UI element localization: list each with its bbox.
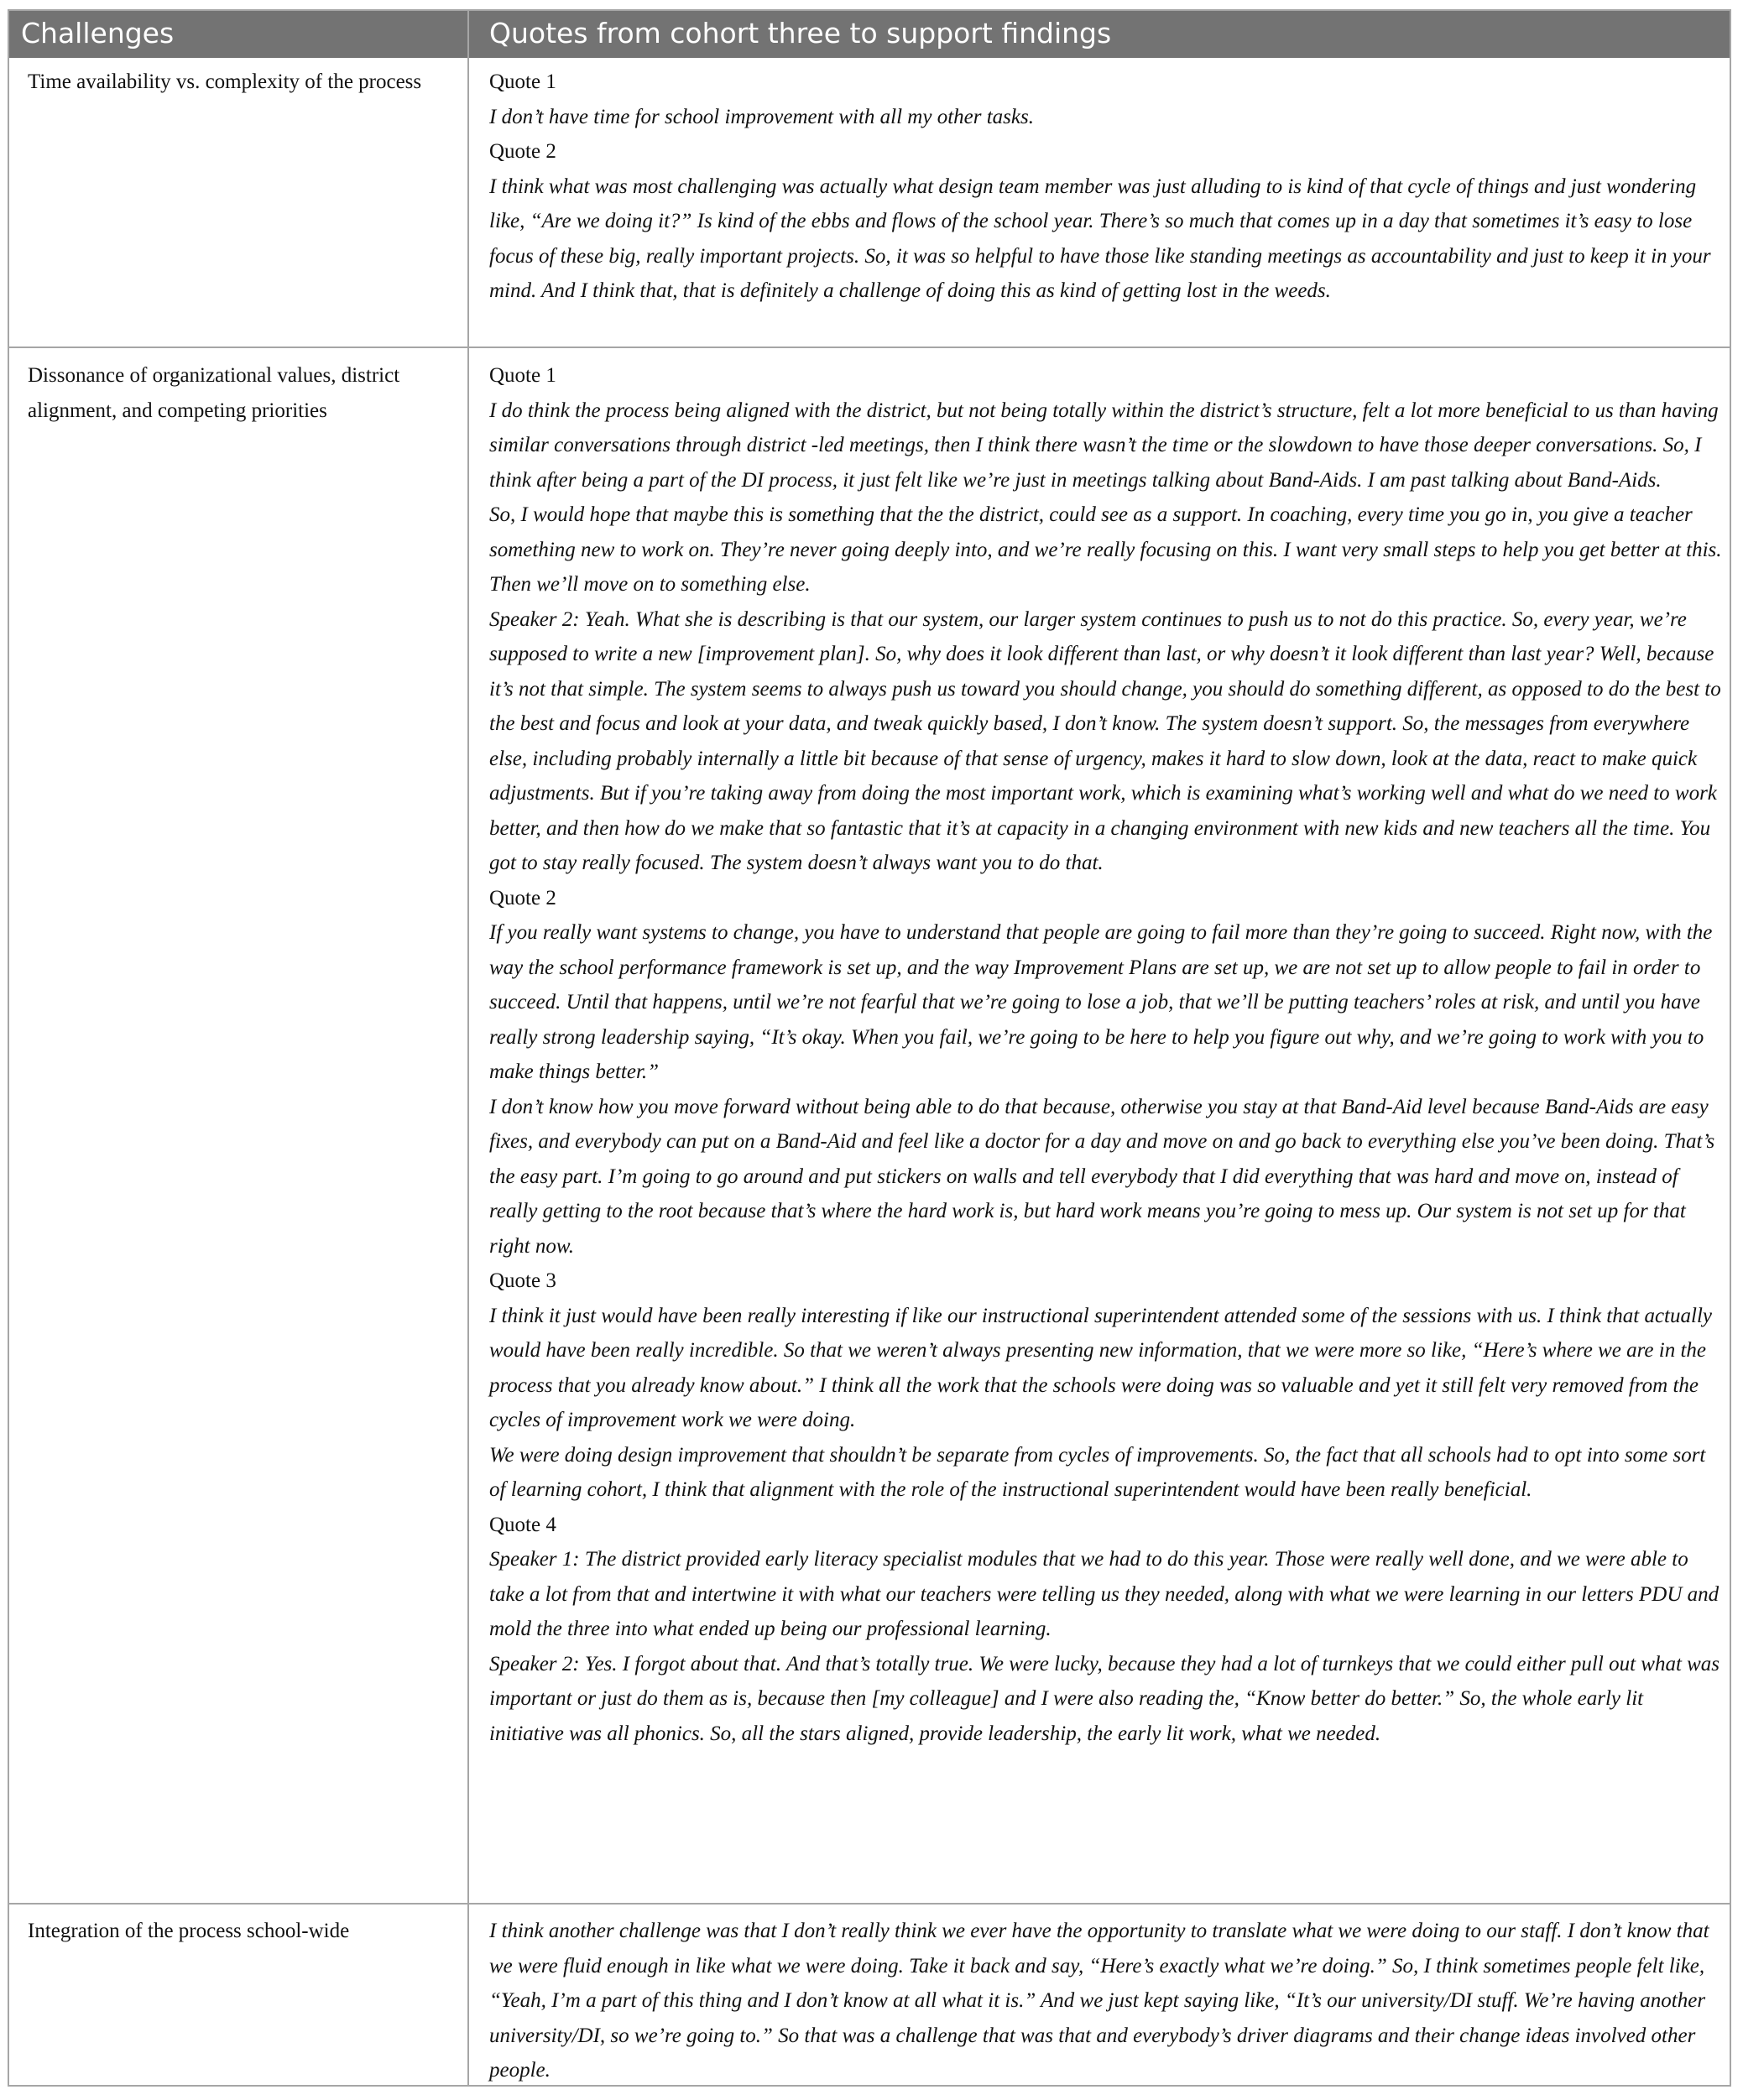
quote-label: Quote 4 (489, 1513, 556, 1536)
quote-label: Quote 2 (489, 140, 556, 163)
challenge-cell: Dissonance of organizational values, district alignment, and competing priorities (28, 364, 400, 422)
quote-text: Speaker 2: Yeah. What she is describing is that our system, our larger system continues to push us to not do this practice. So, every year, we’re supposed to write a new [improvement plan]. So, why does it look different than last, or why doesn’t it look different than last year? Well, because it’s not that simple. The system seems to always push us toward you should change, you should do something different, as opposed to do the best to the best and focus and look at your data, and tweak quickly based, I don’t know. The system doesn’t support. So, the messages from everywhere else, including probably internally a little bit because of that sense of urgency, makes it hard to slow down, look at the data, react to make quick adjustments. But if you’re taking away from doing the most important work, which is examining what’s working well and what do we need to work better, and then how do we make that so fantastic that it’s at capacity in a changing environment with new kids and new teachers all the time. You got to stay really focused. The system doesn’t always want you to do that. (489, 607, 1721, 874)
quote-text: I think it just would have been really interesting if like our instructional superintendent attended some of the sessions with us. I think that actually would have been really incredible. So that we weren’t always presenting new information, that we were more so like, “Here’s where we are in the process that you already know about.” I think all the work that the schools were doing was so valuable and yet it still felt very removed from the cycles of improvement work we were doing. (489, 1304, 1712, 1431)
column-divider (467, 11, 469, 2085)
quote-text: I think what was most challenging was actually what design team member was just alluding to is kind of that cycle of things and just wondering like, “Are we doing it?” Is kind of the ebbs and flows of the school year. There’s so much that comes up in a day that sometimes it’s easy to lose focus of these big, really important projects. So, it was so helpful to have those like standing meetings as accountability and just to keep it in your mind. And I think that, that is definitely a challenge of doing this as kind of getting lost in the weeds. (489, 175, 1711, 302)
header-quotes: Quotes from cohort three to support findings (489, 17, 1112, 50)
quote-label: Quote 3 (489, 1269, 556, 1292)
quote-text: If you really want systems to change, you have to understand that people are going to fail more than they’re going to succeed. Right now, with the way the school performance framework is set up, and the way Improvement Plans are set up, we are not set up to allow people to fail in order to succeed. Until that happens, until we’re not fearful that we’re going to lose a job, that we’ll be putting teachers’ roles at risk, and until you have really strong leadership saying, “It’s okay. When you fail, we’re going to be here to help you figure out why, and we’re going to work with you to make things better.” (489, 921, 1713, 1083)
quote-text: So, I would hope that maybe this is something that the the district, could see as a support. In coaching, every time you go in, you give a teacher something new to work on. They’re never going deeply into, and we’re really focusing on this. I want very small steps to help you get better at this. Then we’ll move on to something else. (489, 503, 1722, 596)
row-divider (9, 347, 1730, 348)
quotes-cell (489, 358, 1723, 1751)
challenge-cell: Time availability vs. complexity of the process (28, 70, 422, 93)
table-header (9, 11, 1730, 58)
quote-label: Quote 1 (489, 70, 556, 93)
row-divider (9, 1903, 1730, 1905)
quote-text: I don’t know how you move forward without being able to do that because, otherwise you stay at that Band-Aid level because Band-Aids are easy fixes, and everybody can put on a Band-Aid and feel like a doctor for a day and move on and go back to everything else you’ve been doing. That’s the easy part. I’m going to go around and put stickers on walls and tell everybody that I did everything that was hard and move on, instead of really getting to the root because that’s where the hard work is, but hard work means you’re going to mess up. Our system is not set up for that right now. (489, 1095, 1715, 1258)
quote-text: We were doing design improvement that shouldn’t be separate from cycles of improvements. So, the fact that all schools had to opt into some sort of learning cohort, I think that alignment with the role of the instructional superintendent would have been really beneficial. (489, 1443, 1706, 1501)
challenge-cell: Integration of the process school-wide (28, 1920, 350, 1942)
quotes-table (8, 9, 1731, 2087)
quotes-cell (489, 1914, 1723, 2088)
quote-text: I don’t have time for school improvement with all my other tasks. (489, 105, 1034, 128)
quotes-cell (489, 65, 1723, 309)
quote-label: Quote 2 (489, 886, 556, 909)
header-challenges: Challenges (21, 17, 175, 50)
quote-text: Speaker 1: The district provided early literacy specialist modules that we had to do this year. Those were really well done, and we were able to take a lot from that and intertwine it with what our teachers were telling us they needed, along with what we were learning in our letters PDU and mold the three into what ended up being our professional learning. (489, 1548, 1720, 1640)
quote-text: I think another challenge was that I don’t really think we ever have the opportunity to translate what we were doing to our staff. I don’t know that we were fluid enough in like what we were doing. Take it back and say, “Here’s exactly what we’re doing.” So, I think sometimes people felt like, “Yeah, I’m a part of this thing and I don’t know at all what it is.” And we just kept saying like, “It’s our university/DI stuff. We’re having another university/DI, so we’re going to.” So that was a challenge that was that and everybody’s driver diagrams and their change ideas involved other people. (489, 1920, 1709, 2082)
quote-text: Speaker 2: Yes. I forgot about that. And that’s totally true. We were lucky, because they had a lot of turnkeys that we could either pull out what was important or just do them as is, because then [my colleague] and I were also reading the, “Know better do better.” So, the whole early lit initiative was all phonics. So, all the stars aligned, provide leadership, the early lit work, what we needed. (489, 1652, 1720, 1745)
quote-text: I do think the process being aligned with the district, but not being totally within the district’s structure, felt a lot more beneficial to us than having similar conversations through district -led meetings, then I think there wasn’t the time or the slowdown to have those deeper conversations. So, I think after being a part of the DI process, it just felt like we’re just in meetings talking about Band-Aids. I am past talking about Band-Aids. (489, 399, 1719, 492)
quote-label: Quote 1 (489, 364, 556, 387)
